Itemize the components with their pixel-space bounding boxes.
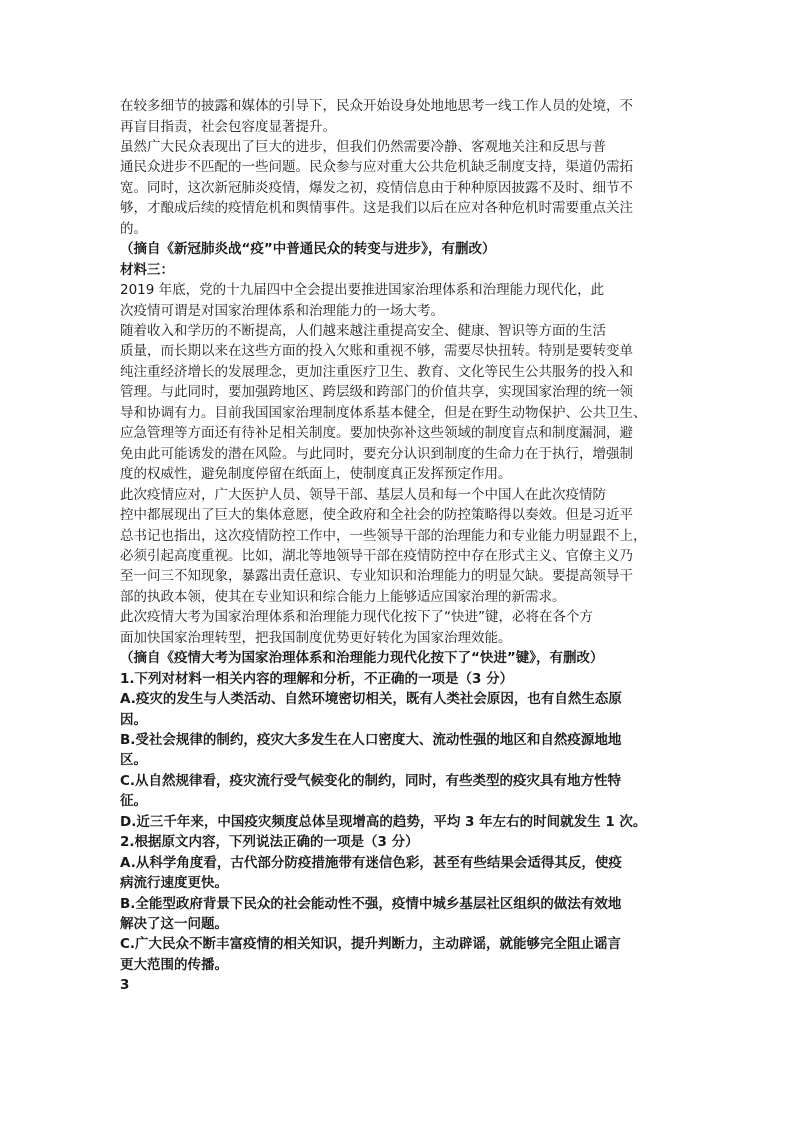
text-line: 通民众进步不匹配的一些问题。民众参与应对重大公共危机缺乏制度支持，渠道仍需拓 — [120, 159, 633, 176]
text-line: 2019 年底，党的十九届四中全会提出要推进国家治理体系和治理能力现代化，此 — [120, 282, 605, 298]
bold-text-line: 征。 — [120, 793, 147, 810]
bold-text-line: （摘自《新冠肺炎战“疫”中普通民众的转变与进步》，有删改） — [120, 241, 496, 258]
bold-text-line: 3 — [120, 977, 130, 994]
text-line: 度的权威性，避免制度停留在纸面上，使制度真正发挥预定作用。 — [120, 466, 512, 483]
text-line: 质量，而长期以来在这些方面的投入欠账和重视不够，需要尽快扭转。特别是要转变单 — [120, 343, 633, 360]
text-line: 面加快国家治理转型，把我国制度优势更好转化为国家治理效能。 — [120, 629, 512, 646]
text-line: 免由此可能诱发的潜在风险。与此同时，要充分认识到制度的生命力在于执行，增强制 — [120, 445, 633, 462]
bold-text-line: （摘自《疫情大考为国家治理体系和治理能力现代化按下了“快进”键》，有删改） — [120, 650, 604, 667]
text-line: 在较多细节的披露和媒体的引导下，民众开始设身处地地思考一线工作人员的处境，不 — [120, 98, 633, 114]
bold-text-line: 因。 — [120, 711, 147, 728]
text-line: 的。 — [120, 220, 147, 237]
text-line: 虽然广大民众表现出了巨大的进步，但我们仍然需要冷静、客观地关注和反思与普 — [120, 138, 606, 155]
bold-text-line: B.全能型政府背景下民众的社会能动性不强，疫情中城乡基层社区组织的做法有效地 — [120, 895, 622, 912]
bold-text-line: A.从科学角度看，古代部分防疫措施带有迷信色彩，甚至有些结果会适得其反，使疫 — [120, 854, 622, 871]
text-line: 随着收入和学历的不断提高，人们越来越注重提高安全、健康、智识等方面的生活 — [120, 322, 606, 339]
text-line: 次疫情可谓是对国家治理体系和治理能力的一场大考。 — [120, 302, 444, 319]
text-line: 纯注重经济增长的发展理念，更加注重医疗卫生、教育、文化等民生公共服务的投入和 — [120, 363, 633, 380]
text-line: 够，才酿成后续的疫情危机和舆情事件。这是我们以后在应对各种危机时需要重点关注 — [120, 200, 633, 217]
text-line: 此次疫情大考为国家治理体系和治理能力现代化按下了“快进”键，必将在各个方 — [120, 609, 593, 626]
text-line: 管理。与此同时，要加强跨地区、跨层级和跨部门的价值共享，实现国家治理的统一领 — [120, 384, 633, 401]
bold-text-line: 病流行速度更快。 — [120, 875, 228, 892]
text-line: 此次疫情应对，广大医护人员、领导干部、基层人员和每一个中国人在此次疫情防 — [120, 486, 606, 503]
bold-text-line: A.疫灾的发生与人类活动、自然环境密切相关，既有人类社会原因，也有自然生态原 — [120, 691, 622, 707]
bold-text-line: D.近三千年来，中国疫灾频度总体呈现增高的趋势，平均 3 年左右的时间就发生 1 次。 — [120, 813, 647, 830]
text-line: 总书记也指出，这次疫情防控工作中，一些领导干部的治理能力和专业能力明显跟不上， — [120, 527, 647, 544]
text-line: 部的执政本领，使其在专业知识和综合能力上能够适应国家治理的新需求。 — [120, 588, 566, 605]
text-line: 必须引起高度重视。比如，湖北等地领导干部在疫情防控中存在形式主义、官僚主义乃 — [120, 547, 633, 564]
text-line: 再盲目指责，社会包容度显著提升。 — [120, 118, 336, 135]
bold-text-line: C.从自然规律看，疫灾流行受气候变化的制约，同时，有些类型的疫灾具有地方性特 — [120, 772, 622, 789]
bold-text-line: 更大范围的传播。 — [120, 956, 228, 973]
bold-text-line: 区。 — [120, 752, 147, 769]
text-line: 应急管理等方面还有待补足相关制度。要加快弥补这些领域的制度盲点和制度漏洞，避 — [120, 425, 633, 442]
bold-text-line: 材料三： — [120, 261, 174, 278]
text-line: 控中都展现出了巨大的集体意愿，使全政府和全社会的防控策略得以奏效。但是习近平 — [120, 507, 633, 523]
bold-text-line: 1.下列对材料一相关内容的理解和分析，不正确的一项是（3 分） — [120, 670, 514, 687]
bold-text-line: C.广大民众不断丰富疫情的相关知识，提升判断力，主动辟谣，就能够完全阻止谣言 — [120, 936, 622, 953]
bold-text-line: 解决了这一问题。 — [120, 916, 228, 932]
text-line: 导和协调有力。目前我国国家治理制度体系基本健全，但是在野生动物保护、公共卫生、 — [120, 404, 647, 421]
text-line: 宽。同时，这次新冠肺炎疫情，爆发之初，疫情信息由于种种原因披露不及时、细节不 — [120, 179, 633, 196]
bold-text-line: 2.根据原文内容，下列说法正确的一项是（3 分） — [120, 834, 419, 851]
bold-text-line: B.受社会规律的制约，疫灾大多发生在人口密度大、流动性强的地区和自然疫源地地 — [120, 731, 622, 748]
text-line: 至一问三不知现象，暴露出责任意识、专业知识和治理能力的明显欠缺。要提高领导干 — [120, 568, 633, 585]
